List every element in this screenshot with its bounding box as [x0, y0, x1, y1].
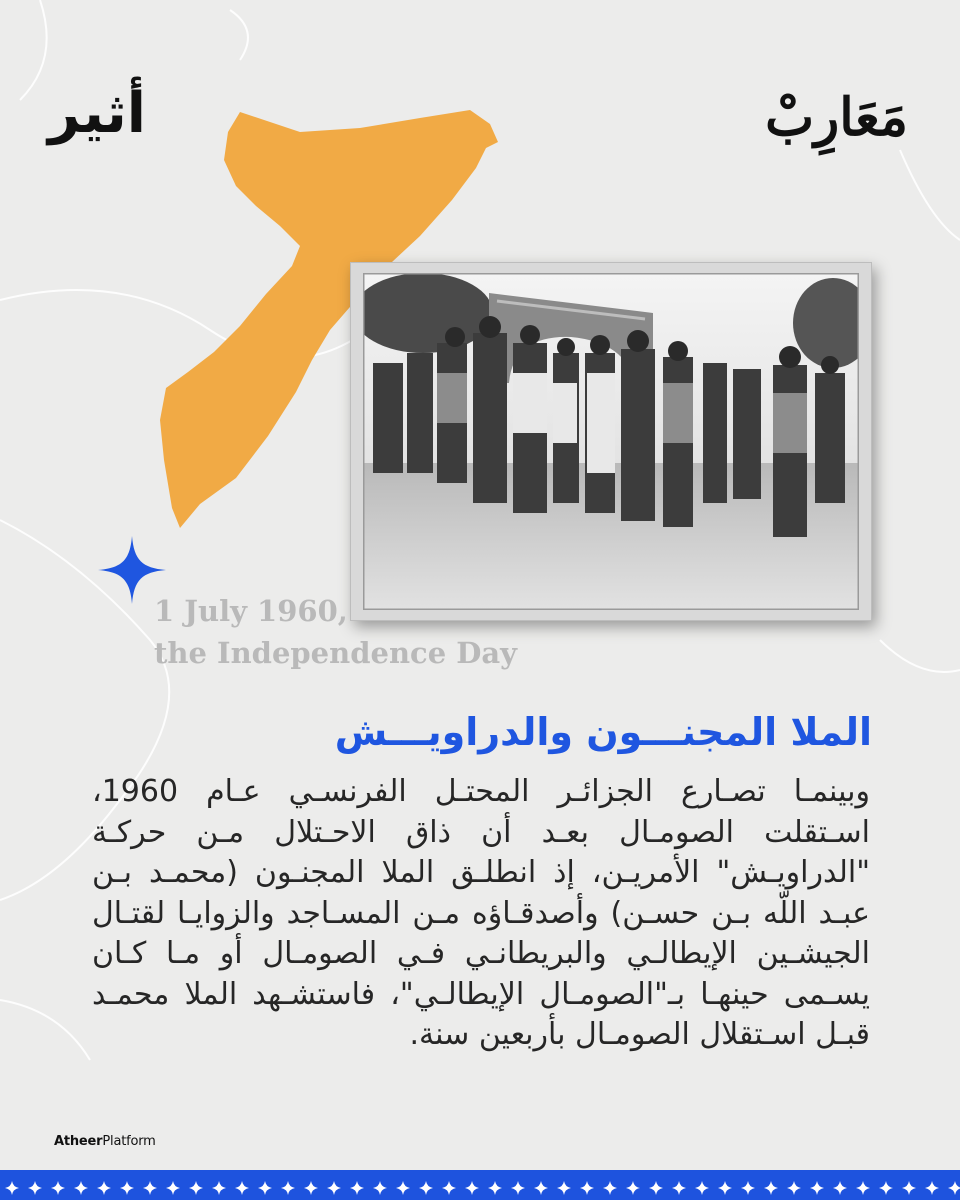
four-point-star-icon [534, 1181, 548, 1195]
photo-caption [154, 590, 518, 674]
four-point-star-icon [948, 1181, 960, 1195]
four-point-star-icon [373, 1181, 387, 1195]
four-point-star-icon [833, 1181, 847, 1195]
four-point-star-icon [189, 1181, 203, 1195]
four-point-star-icon [787, 1181, 801, 1195]
four-point-star-icon [419, 1181, 433, 1195]
four-point-star-icon [143, 1181, 157, 1195]
four-point-star-icon [120, 1181, 134, 1195]
four-point-star-icon [304, 1181, 318, 1195]
four-point-star-icon [327, 1181, 341, 1195]
footer-star-band [0, 1170, 960, 1200]
four-point-star-icon [925, 1181, 939, 1195]
four-point-star-icon [5, 1181, 19, 1195]
photo-image [363, 273, 859, 610]
caption-line-1: 1 July 1960, [154, 594, 348, 628]
footer-star-pattern [0, 1170, 960, 1200]
four-point-star-icon [281, 1181, 295, 1195]
four-point-star-icon [718, 1181, 732, 1195]
four-point-star-icon [396, 1181, 410, 1195]
brand-regular: Platform [102, 1134, 156, 1149]
four-point-star-icon [626, 1181, 640, 1195]
four-point-star-icon [810, 1181, 824, 1195]
four-point-star-icon [764, 1181, 778, 1195]
four-point-star-icon [741, 1181, 755, 1195]
four-point-star-icon [465, 1181, 479, 1195]
four-point-star-icon [442, 1181, 456, 1195]
maarib-logo: مَعَارِبْ [765, 87, 908, 148]
atheer-logo: أثير [48, 81, 146, 146]
four-point-star-icon [350, 1181, 364, 1195]
four-point-star-icon [258, 1181, 272, 1195]
brand-bold: Atheer [54, 1134, 103, 1149]
four-point-star-icon [511, 1181, 525, 1195]
four-point-star-icon [672, 1181, 686, 1195]
four-point-star-icon [51, 1181, 65, 1195]
four-point-star-icon [74, 1181, 88, 1195]
four-point-star-icon [557, 1181, 571, 1195]
four-point-star-icon [212, 1181, 226, 1195]
four-point-star-icon [603, 1181, 617, 1195]
four-point-star-icon [879, 1181, 893, 1195]
four-point-star-icon [649, 1181, 663, 1195]
article-body: وبينمـا تصـارع الجزائـر المحتـل الفرنسـي عـام 1960، اسـتقلت الصومـال بعـد أن ذاق الاحـتلال مـن حركـة "الدراويـش" الأمريـن، إذ انطلـق الملا المجنـون (محمـد بـن عبـد اللّه بـن حسـن) وأصدقـاؤه مـن المسـاجد والزوايـا لقتـال الجيشـين الإيطالـي والبريطانـي فـي الصومـال أو مـا كـان يسـمى حينهـا بـ"الصومـال الإيطالـي"، فاستشـهد الملا محمـد قبـل اسـتقلال الصومـال بأربعين سنة. [92, 774, 870, 1052]
four-point-star-icon [97, 1181, 111, 1195]
historic-photo [350, 262, 872, 621]
article-title: الملا المجنـــون والدراويـــش [334, 710, 872, 754]
four-point-star-icon [856, 1181, 870, 1195]
brand-footer-text [54, 1134, 156, 1149]
four-point-star-icon [902, 1181, 916, 1195]
four-point-star-icon [235, 1181, 249, 1195]
four-point-star-icon [488, 1181, 502, 1195]
four-point-star-icon [166, 1181, 180, 1195]
four-point-star-icon [580, 1181, 594, 1195]
caption-line-2: the Independence Day [154, 636, 518, 670]
four-point-star-icon [28, 1181, 42, 1195]
four-point-star-icon [695, 1181, 709, 1195]
